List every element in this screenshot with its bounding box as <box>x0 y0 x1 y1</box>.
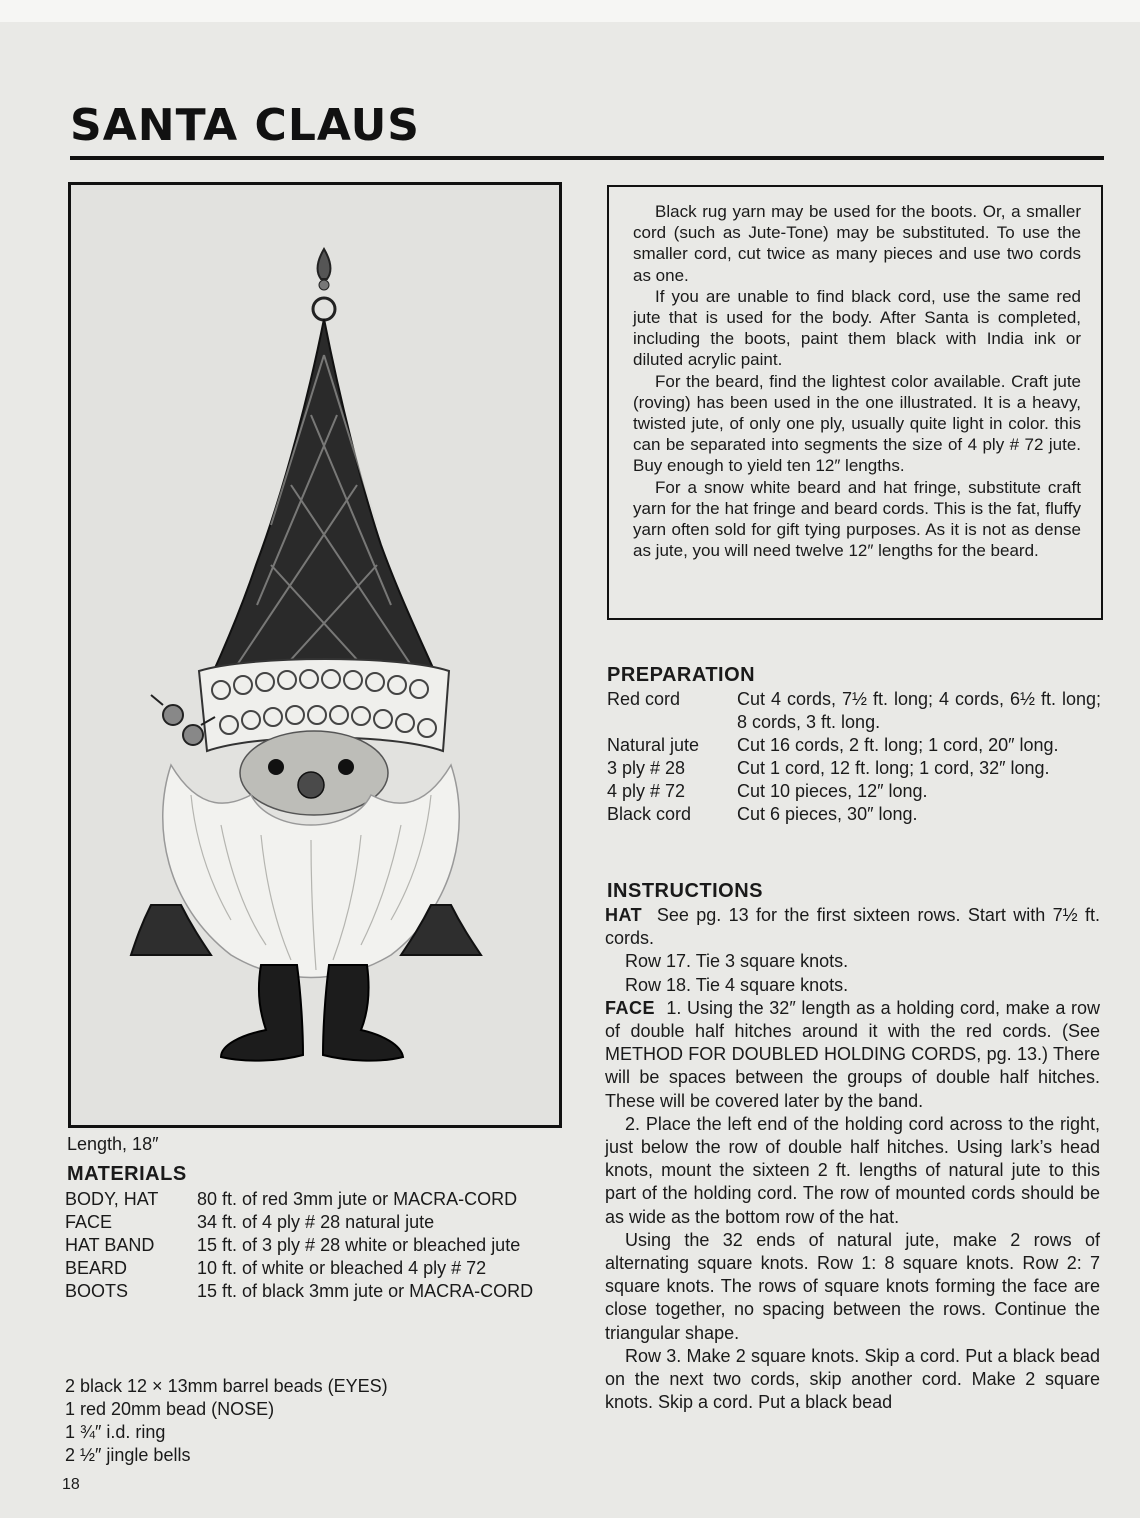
materials-label: BODY, HAT <box>65 1189 159 1209</box>
materials-value: 15 ft. of black 3mm jute or MACRA-CORD <box>197 1281 534 1301</box>
face-instruction <box>605 997 1100 1113</box>
extra-item: 1 ¾″ i.d. ring <box>65 1422 166 1442</box>
materials-label: HAT BAND <box>65 1235 155 1255</box>
step4-text: Row 3. Make 2 square knots. Skip a cord. Put a black bead on the next two cords, skip another cord. Make 2 square knots. Skip a cord. Put a black bead <box>605 1345 1100 1413</box>
preparation-label: Black cord <box>607 804 692 824</box>
preparation-table <box>607 688 1101 826</box>
extra-item: 2 ½″ jingle bells <box>65 1445 191 1465</box>
title-rule <box>70 156 1104 160</box>
preparation-row <box>607 780 1101 803</box>
materials-value: 34 ft. of 4 ply # 28 natural jute <box>197 1212 435 1232</box>
materials-row <box>65 1280 565 1303</box>
hat-instruction <box>605 904 1100 950</box>
note-paragraph: For a snow white beard and hat fringe, substitute craft yarn for the hat fringe and beard cords. This is the fat, fluffy yarn often sold for gift tying purposes. As it is not as dense as jute, you will need twelve 12″ lengths for the beard. <box>633 477 1081 561</box>
preparation-row <box>607 803 1101 826</box>
step3-text: Using the 32 ends of natural jute, make 2 rows of alternating square knots. Row 1: 8 square knots. Row 2: 7 square knots. The rows of square knots forming the face are close together, no spacing between the rows. Continue the triangular shape. <box>605 1229 1100 1343</box>
hat-subheading: HAT <box>605 905 643 925</box>
materials-row <box>65 1234 565 1257</box>
face-subheading: FACE <box>605 997 656 1018</box>
page-number: 18 <box>62 1476 80 1493</box>
preparation-row <box>607 688 1101 734</box>
materials-extras <box>65 1375 388 1467</box>
preparation-heading: PREPARATION <box>607 664 756 686</box>
materials-row <box>65 1257 565 1280</box>
instructions-body <box>605 904 1100 1414</box>
materials-heading: MATERIALS <box>67 1163 187 1185</box>
preparation-label: Natural jute <box>607 735 700 755</box>
preparation-row <box>607 757 1101 780</box>
substitution-note-box <box>607 185 1103 620</box>
preparation-value: Cut 6 pieces, 30″ long. <box>737 804 918 824</box>
page-top-edge <box>0 0 1140 22</box>
preparation-label: 4 ply # 72 <box>607 781 686 801</box>
extra-item: 1 red 20mm bead (NOSE) <box>65 1399 275 1419</box>
preparation-label: Red cord <box>607 689 681 709</box>
materials-table <box>65 1188 565 1303</box>
note-paragraph: For the beard, find the lightest color available. Craft jute (roving) has been used in the one illustrated. It is a heavy, twisted jute, of only one ply, usually quite light in color. this can be separated into segments the size of 4 ply # 72 jute. Buy enough to yield ten 12″ lengths. <box>633 371 1081 476</box>
santa-illustration <box>71 185 559 1125</box>
instructions-heading: INSTRUCTIONS <box>607 880 763 902</box>
row18-text: Row 18. Tie 4 square knots. <box>625 974 849 995</box>
materials-value: 10 ft. of white or bleached 4 ply # 72 <box>197 1258 487 1278</box>
materials-row <box>65 1211 565 1234</box>
step2-text: 2. Place the left end of the holding cord across to the right, just below the row of double half hitches. Using lark’s head knots, mount the sixteen 2 ft. lengths of natural jute to this part of the holding cord. The row of mounted cords should be as wide as the bottom row of the hat. <box>605 1113 1100 1227</box>
face-text: 1. Using the 32″ length as a holding cord, make a row of double half hitches around it with the red cords. (See METHOD FOR DOUBLED HOLDING CORDS, pg. 13.) There will be spaces between the groups of double half hitches. These will be covered later by the band. <box>605 997 1100 1111</box>
row17-text: Row 17. Tie 3 square knots. <box>625 951 849 972</box>
preparation-label: 3 ply # 28 <box>607 758 686 778</box>
preparation-row <box>607 734 1101 757</box>
materials-label: BEARD <box>65 1258 128 1278</box>
note-paragraph: If you are unable to find black cord, use the same red jute that is used for the body. After Santa is completed, including the boots, paint them black with India ink or diluted acrylic paint. <box>633 286 1081 370</box>
length-caption: Length, 18″ <box>67 1134 159 1154</box>
note-paragraph: Black rug yarn may be used for the boots. Or, a smaller cord (such as Jute-Tone) may be substituted. To use the smaller cord, cut twice as many pieces and use two cords as one. <box>633 202 1081 285</box>
materials-value: 15 ft. of 3 ply # 28 white or bleached jute <box>197 1235 521 1255</box>
materials-value: 80 ft. of red 3mm jute or MACRA-CORD <box>197 1189 518 1209</box>
page-title: SANTA CLAUS <box>70 100 420 151</box>
preparation-value: Cut 16 cords, 2 ft. long; 1 cord, 20″ long. <box>737 735 1059 755</box>
preparation-value: Cut 4 cords, 7½ ft. long; 4 cords, 6½ ft. long; 8 cords, 3 ft. long. <box>737 689 1101 732</box>
preparation-value: Cut 1 cord, 12 ft. long; 1 cord, 32″ long. <box>737 758 1050 778</box>
materials-row <box>65 1188 565 1211</box>
hat-text: See pg. 13 for the first sixteen rows. Start with 7½ ft. cords. <box>605 905 1100 949</box>
materials-label: FACE <box>65 1212 113 1232</box>
santa-photo <box>68 182 562 1128</box>
preparation-value: Cut 10 pieces, 12″ long. <box>737 781 928 801</box>
extra-item: 2 black 12 × 13mm barrel beads (EYES) <box>65 1376 388 1396</box>
materials-label: BOOTS <box>65 1281 129 1301</box>
